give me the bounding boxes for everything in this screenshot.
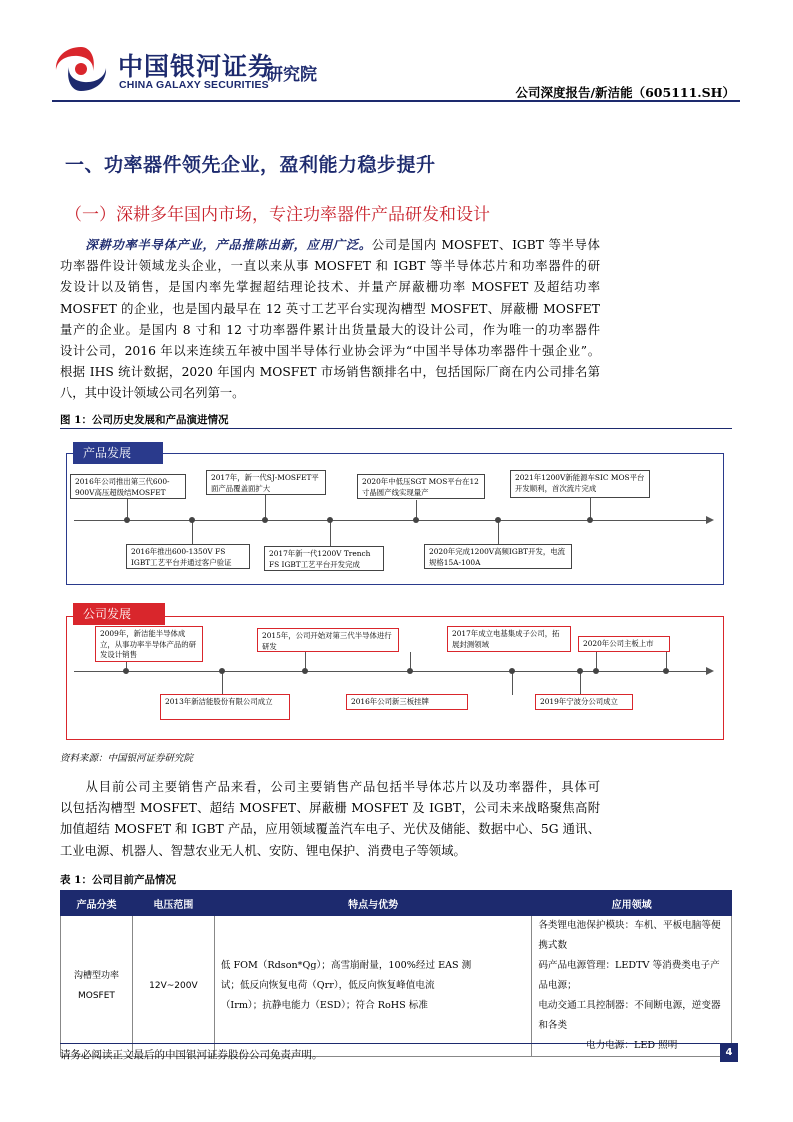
product-stem (498, 520, 499, 544)
product-milestone-dot (262, 517, 268, 523)
product-milestone-dot (587, 517, 593, 523)
product-milestone-dot (189, 517, 195, 523)
features-cell (214, 916, 531, 1057)
company-event: 2009年，新洁能半导体成立，从事功率半导体产品的研发设计销售 (95, 626, 203, 662)
company-milestone-dot (407, 668, 413, 674)
company-event: 2017年成立电基集成子公司，拓展封测领域 (447, 626, 571, 652)
paragraph-line: MOSFET 的企业，也是国内最早在 12 英寸工艺平台实现沟槽型 MOSFET、屏蔽栅 MOSFET (60, 301, 600, 316)
company-axis-arrow-icon (706, 667, 714, 675)
product-event: 2017年，新一代SJ-MOSFET平面产品覆盖面扩大 (206, 470, 326, 495)
product-stem (330, 520, 331, 546)
subsection-title: （一）深耕多年国内市场，专注功率器件产品研发和设计 (65, 205, 490, 225)
product-milestone-dot (413, 517, 419, 523)
product-event: 2017年新一代1200V Trench FS IGBT工艺平台开发完成 (264, 546, 384, 571)
company-stem (222, 671, 223, 695)
features-line: （Irm）；抗静电能力（ESD）；符合 RoHS 标准 (220, 1000, 428, 1011)
figure-source: 资料来源：中国银河证券研究院 (60, 753, 194, 764)
company-event: 2020年公司主板上市 (578, 636, 670, 652)
paragraph-line: 设计公司，2016 年以来连续五年被中国半导体行业协会评为“中国半导体功率器件十强企业”。 (60, 344, 600, 359)
paragraph-line (60, 777, 600, 798)
table-header-cell: 电压范围 (132, 891, 214, 916)
features-line: 低 FOM（Rdson*Qg）；高雪崩耐量，100%经过 EAS 测 (220, 960, 472, 971)
product-timeline-tag: 产品发展 (73, 442, 163, 464)
category-line: 沟槽型功率 (73, 971, 119, 981)
voltage-cell: 12V~200V (132, 916, 214, 1057)
product-event: 2016年公司推出第三代600-900V高压超级结MOSFET (70, 474, 186, 499)
products-paragraph (60, 777, 600, 862)
paragraph-line: 八，其中设计领域公司名列第一。 (60, 386, 245, 401)
company-milestone-dot (509, 668, 515, 674)
product-milestone-dot (327, 517, 333, 523)
product-event: 2020年中低压SGT MOS平台在12寸晶圆产线实现量产 (357, 474, 485, 499)
product-stem (192, 520, 193, 544)
company-event: 2015年，公司开始对第三代半导体进行研发 (257, 628, 399, 652)
brand-name-en: CHINA GALAXY SECURITIES (119, 79, 269, 91)
product-table (60, 890, 732, 1057)
paragraph-line: 功率器件设计领域龙头企业，一直以来从事 MOSFET 和 IGBT 等半导体芯片和功率器件的研 (60, 259, 600, 274)
footer-divider (60, 1043, 738, 1044)
paragraph-text: 公司是国内 MOSFET、IGBT 等半导体 (371, 238, 600, 252)
table-header-cell: 特点与优势 (214, 891, 531, 916)
paragraph-line: 发设计以及销售，是国内率先掌握超结理论技术、并量产屏蔽栅功率 MOSFET 及超结功率 (60, 280, 600, 295)
category-cell (61, 916, 133, 1057)
company-event: 2016年公司新三板挂牌 (346, 694, 468, 710)
report-tag: 公司深度报告/新洁能（605111.SH） (515, 85, 735, 100)
product-milestone-dot (124, 517, 130, 523)
table-header-cell: 应用领域 (532, 891, 732, 916)
company-timeline-axis (74, 671, 706, 672)
company-milestone-dot (663, 668, 669, 674)
page-number: 4 (720, 1044, 738, 1062)
paragraph-line: 工业电源、机器人、智慧农业无人机、安防、锂电保护、消费电子等领域。 (60, 843, 466, 858)
table-header-cell: 产品分类 (61, 891, 133, 916)
section-title: 一、功率器件领先企业，盈利能力稳步提升 (65, 154, 436, 176)
company-event: 2019年宁波分公司成立 (535, 694, 633, 710)
product-timeline-axis (74, 520, 706, 521)
paragraph-line: 加值超结 MOSFET 和 IGBT 产品，应用领域覆盖汽车电子、光伏及储能、数据中心、5G 通讯、 (60, 822, 600, 837)
intro-paragraph (60, 234, 600, 405)
paragraph-text: 从目前公司主要销售产品来看，公司主要销售产品包括半导体芯片以及功率器件，具体可 (84, 780, 600, 794)
paragraph-line (60, 234, 600, 256)
product-event: 2016年推出600-1350V FS IGBT工艺平台并通过客户验证 (126, 544, 250, 569)
applications-cell (532, 916, 732, 1057)
category-line: MOSFET (77, 991, 115, 1001)
figure-caption-divider (60, 428, 732, 429)
features-line: 试；低反向恢复电荷（Qrr），低反向恢复峰值电流 (220, 980, 435, 991)
applications-line: 各类锂电池保护模块：车机、平板电脑等便携式数 (538, 920, 721, 951)
institute-label: 研究院 (266, 65, 317, 85)
product-milestone-dot (495, 517, 501, 523)
lead-sentence: 深耕功率半导体产业，产品推陈出新，应用广泛。 (84, 237, 372, 252)
company-milestone-dot (302, 668, 308, 674)
company-timeline-tag: 公司发展 (73, 603, 165, 625)
company-milestone-dot (123, 668, 129, 674)
applications-line: 电力电源：LED 照明 (586, 1040, 678, 1051)
table-row (61, 916, 732, 1057)
product-axis-arrow-icon (706, 516, 714, 524)
paragraph-line: 量产的企业。是国内 8 寸和 12 寸功率器件累计出货量最大的设计公司，作为唯一的功率器件 (60, 322, 600, 337)
table-header-row (61, 891, 732, 916)
paragraph-line: 以包括沟槽型 MOSFET、超结 MOSFET、屏蔽栅 MOSFET 及 IGBT，公司未来战略聚焦高附 (60, 801, 600, 816)
galaxy-logo-icon (52, 45, 110, 93)
table-caption: 表 1：公司目前产品情况 (60, 874, 176, 886)
company-milestone-dot (219, 668, 225, 674)
applications-line: 码产品电源管理：LEDTV 等消费类电子产品电源； (538, 960, 720, 991)
header-divider (52, 100, 740, 102)
company-event: 2013年新洁能股份有限公司成立 (160, 694, 290, 720)
brand-name-cn: 中国银河证券 (118, 52, 275, 81)
company-milestone-dot (593, 668, 599, 674)
company-stem (580, 671, 581, 695)
company-milestone-dot (577, 668, 583, 674)
product-event: 2020年完成1200V高频IGBT开发，电流规格15A-100A (424, 544, 572, 569)
product-event: 2021年1200V新能源车SIC MOS平台开发顺利，首次流片完成 (510, 470, 650, 498)
applications-line: 电动交通工具控制器：不间断电源，逆变器和各类 (538, 1000, 721, 1031)
company-stem (512, 671, 513, 695)
figure-caption: 图 1：公司历史发展和产品演进情况 (60, 414, 229, 426)
paragraph-line: 根据 IHS 统计数据，2020 年国内 MOSFET 市场销售额排名中，包括国际厂商在内公司排名第 (60, 365, 600, 380)
disclaimer-note: 请务必阅读正文最后的中国银河证券股份公司免责声明。 (60, 1049, 323, 1061)
